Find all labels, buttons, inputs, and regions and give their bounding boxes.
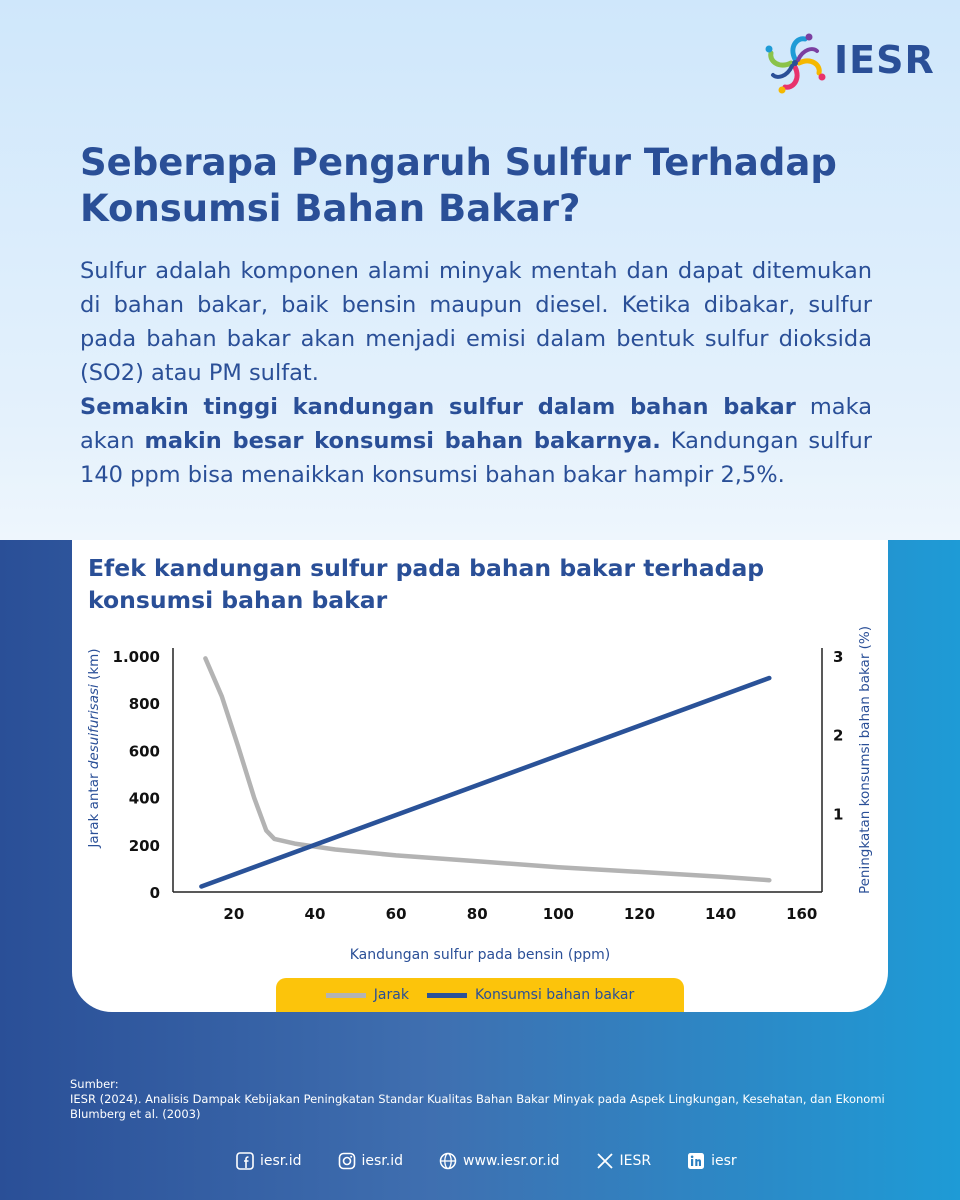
social-links	[236, 1152, 737, 1170]
intro-bold-1: Semakin tinggi kandungan sulfur dalam bahan bakar	[80, 394, 796, 420]
x-axis-label: Kandungan sulfur pada bensin (ppm)	[349, 947, 611, 963]
brand-name: IESR	[834, 38, 935, 82]
y-axis-left-label	[86, 648, 102, 848]
linkedin-handle: iesr	[711, 1153, 737, 1169]
y-right-tick-label: 3	[833, 648, 844, 666]
page-title: Seberapa Pengaruh Sulfur Terhadap Konsumsi Bahan Bakar?	[80, 141, 837, 230]
source-note	[70, 1077, 900, 1122]
legend-item-jarak	[326, 987, 409, 1003]
y-axis-right-label: Peningkatan konsumsi bahan bakar (%)	[857, 625, 873, 895]
legend-label-jarak: Jarak	[373, 987, 409, 1003]
y-left-tick-label: 200	[128, 836, 160, 855]
social-facebook[interactable]	[236, 1152, 302, 1170]
y-left-tick-label: 1.000	[112, 648, 160, 666]
source-line-1: IESR (2024). Analisis Dampak Kebijakan Peningkatan Standar Kualitas Bahan Bakar Minyak pada Aspek Lingkungan, Kesehatan, dan Ekonomi	[70, 1092, 885, 1106]
x-tick-label: 100	[542, 905, 574, 923]
social-instagram[interactable]	[338, 1152, 404, 1170]
social-website[interactable]	[439, 1152, 560, 1170]
x-tick-label: 140	[704, 905, 737, 923]
legend-label-konsumsi: Konsumsi bahan bakar	[474, 987, 635, 1003]
intro-text-1: maka akan	[80, 394, 872, 454]
y-left-tick-label: 600	[128, 742, 160, 761]
source-label: Sumber:	[70, 1077, 119, 1091]
instagram-handle: iesr.id	[361, 1153, 403, 1169]
series-line-jarak	[205, 658, 769, 880]
x-tick-label: 160	[786, 905, 818, 923]
x-tick-label: 40	[304, 905, 326, 923]
x-logo-icon	[596, 1152, 614, 1170]
source-line-2: Blumberg et al. (2003)	[70, 1107, 201, 1121]
y-left-tick-label: 400	[128, 789, 160, 808]
social-x[interactable]	[596, 1152, 652, 1170]
series-line-konsumsi	[201, 678, 769, 887]
instagram-icon	[338, 1152, 356, 1170]
x-tick-label: 60	[385, 905, 407, 923]
intro-paragraph-1: Sulfur adalah komponen alami minyak mentah dan dapat ditemukan di bahan bakar, baik bensin maupun diesel. Ketika dibakar, sulfur pada bahan bakar akan menjadi emisi dalam bentuk sulfur dioksida (SO2) atau PM sulfat.	[80, 258, 872, 386]
x-handle: IESR	[619, 1153, 652, 1169]
y-left-tick-label: 0	[149, 884, 160, 902]
globe-icon	[439, 1152, 457, 1170]
x-tick-label: 20	[223, 905, 245, 923]
legend-item-konsumsi	[427, 987, 634, 1003]
y-right-tick-label: 1	[833, 805, 844, 824]
website-url: www.iesr.or.id	[463, 1153, 560, 1169]
chart-title: Efek kandungan sulfur pada bahan bakar terhadap konsumsi bahan bakar	[88, 554, 765, 614]
facebook-handle: iesr.id	[260, 1153, 302, 1169]
chart-legend	[276, 978, 684, 1012]
y-left-label-suffix: (km)	[86, 648, 102, 685]
intro-bold-2: makin besar konsumsi bahan bakarnya.	[144, 428, 661, 454]
intro-text-2: Kandungan sulfur 140 ppm bisa menaikkan konsumsi bahan bakar hampir 2,5%.	[80, 428, 872, 488]
x-tick-label: 120	[623, 905, 656, 923]
y-left-label-prefix: Jarak antar	[86, 769, 102, 848]
x-tick-label: 80	[466, 905, 488, 923]
y-right-tick-label: 2	[833, 726, 844, 745]
linkedin-icon	[687, 1152, 705, 1170]
y-left-tick-label: 800	[128, 695, 160, 714]
legend-swatch-konsumsi	[427, 993, 467, 998]
y-left-label-italic: desuifurisasi	[86, 684, 102, 770]
legend-swatch-jarak	[326, 993, 366, 998]
facebook-icon	[236, 1152, 254, 1170]
social-linkedin[interactable]	[687, 1152, 737, 1170]
